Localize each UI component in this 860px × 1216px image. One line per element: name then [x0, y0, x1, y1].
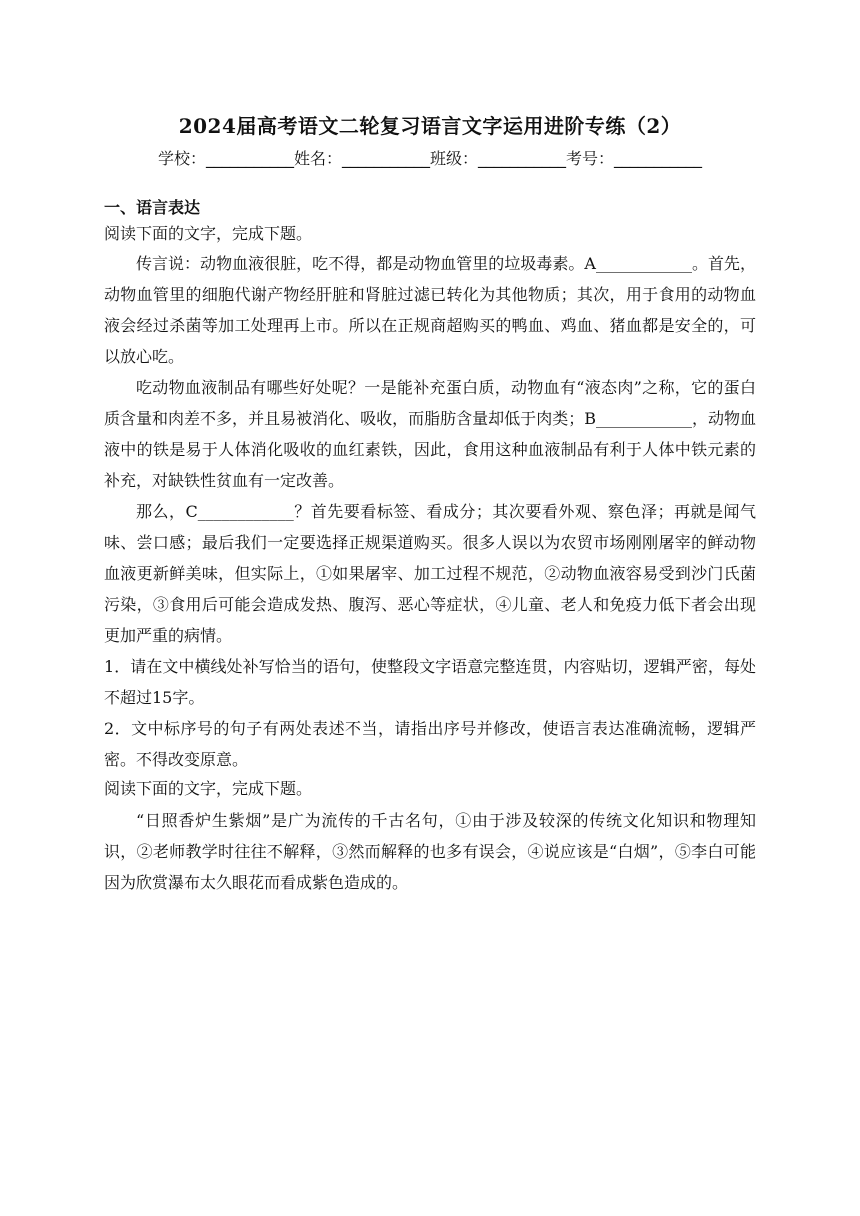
- question-1: 1．请在文中横线处补写恰当的语句，使整段文字语意完整连贯，内容贴切，逻辑严密，每处不超过15字。: [104, 657, 756, 707]
- document-body: [104, 196, 756, 898]
- passage1-instruction: 阅读下面的文字，完成下题。: [104, 224, 313, 243]
- student-info-fields: 学校：___________姓名：___________班级：___________考号：___________: [157, 149, 702, 168]
- document-title: 2024届高考语文二轮复习语言文字运用进阶专练（2）: [178, 114, 682, 138]
- student-info-line: [0, 146, 860, 169]
- passage1-paragraph-1: 传言说：动物血液很脏，吃不得，都是动物血管里的垃圾毒素。A____________。首先，动物血管里的细胞代谢产物经肝脏和肾脏过滤已转化为其他物质；其次，用于食用的动物血液会经过杀菌等加工处理再上市。所以在正规商超购买的鸭血、鸡血、猪血都是安全的，可以放心吃。: [104, 254, 756, 366]
- passage1-paragraph-2: 吃动物血液制品有哪些好处呢？一是能补充蛋白质，动物血有“液态肉”之称，它的蛋白质含量和肉差不多，并且易被消化、吸收，而脂肪含量却低于肉类；B____________，动物血液中的铁是易于人体消化吸收的血红素铁，因此，食用这种血液制品有利于人体中铁元素的补充，对缺铁性贫血有一定改善。: [104, 378, 756, 490]
- question-2: 2．文中标序号的句子有两处表述不当，请指出序号并修改，使语言表达准确流畅，逻辑严密。不得改变原意。: [104, 719, 756, 769]
- passage2-paragraph-1: “日照香炉生紫烟”是广为流传的千古名句，①由于涉及较深的传统文化知识和物理知识，②老师教学时往往不解释，③然而解释的也多有误会，④说应该是“白烟”，⑤李白可能因为欣赏瀑布太久眼花而看成紫色造成的。: [104, 811, 756, 892]
- passage1-paragraph-3: 那么，C____________？首先要看标签、看成分；其次要看外观、察色泽；再就是闻气味、尝口感；最后我们一定要选择正规渠道购买。很多人误以为农贸市场刚刚屠宰的鲜动物血液更新鲜美味，但实际上，①如果屠宰、加工过程不规范，②动物血液容易受到沙门氏菌污染，③食用后可能会造成发热、腹泻、恶心等症状，④儿童、老人和免疫力低下者会出现更加严重的病情。: [104, 502, 756, 645]
- passage2-instruction: 阅读下面的文字，完成下题。: [104, 779, 313, 798]
- section-title: 一、语言表达: [104, 198, 201, 217]
